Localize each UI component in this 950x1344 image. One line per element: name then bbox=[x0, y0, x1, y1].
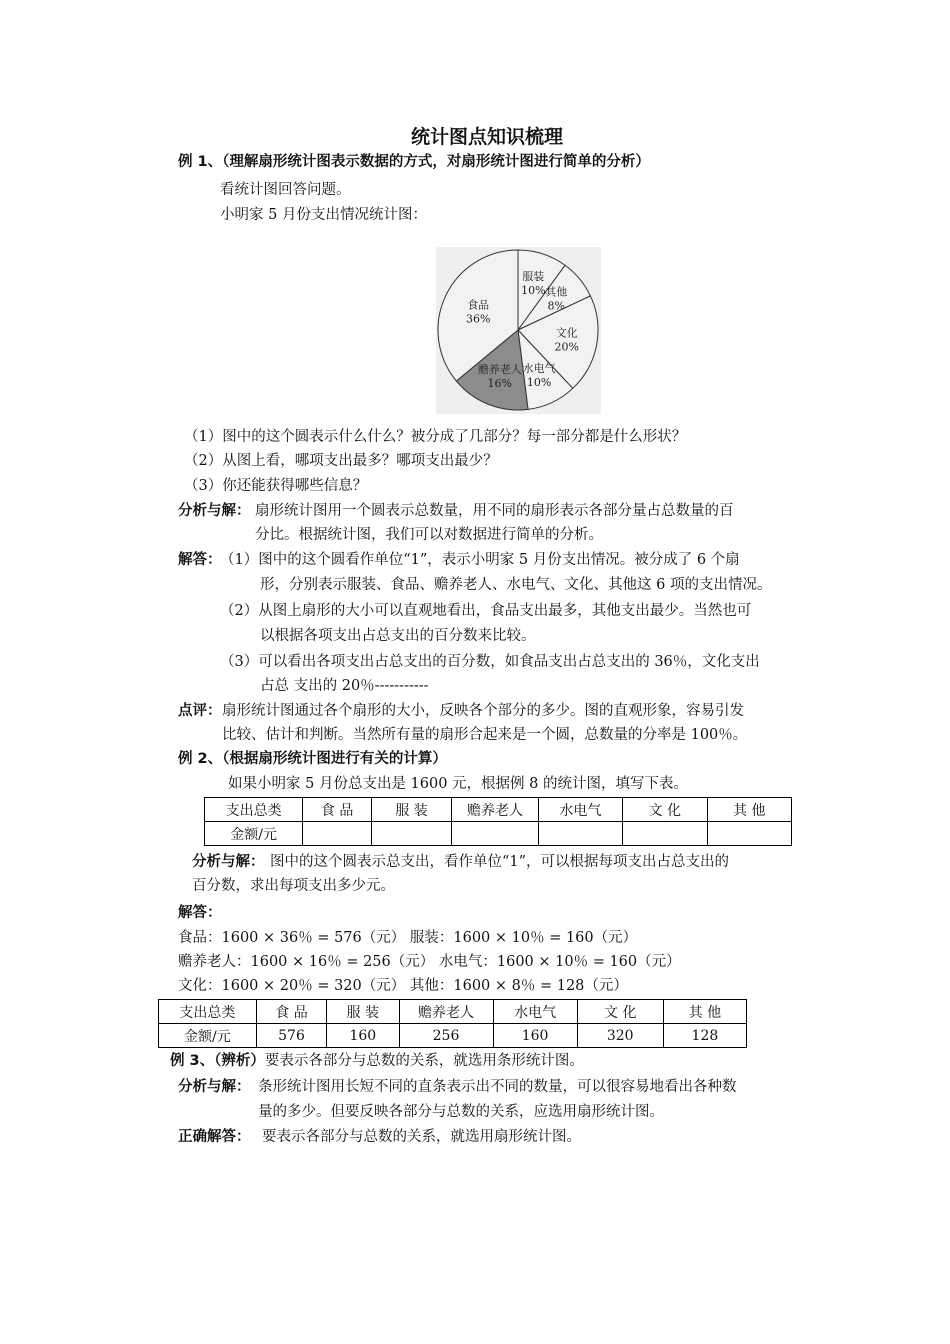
pie-chart-svg bbox=[436, 247, 601, 414]
pie-value-elder-support: 16% bbox=[487, 377, 512, 391]
ex3-heading-bold: 例 3、（辨析） bbox=[170, 1053, 265, 1069]
answer-3-line2: 占总 支出的 20％----------- bbox=[260, 678, 429, 694]
table-header-cell: 食 品 bbox=[256, 1000, 326, 1024]
ex2-intro: 如果小明家 5 月份总支出是 1600 元，根据例 8 的统计图，填写下表。 bbox=[228, 776, 689, 792]
ex2-answer-label: 解答： bbox=[178, 905, 222, 921]
table-row bbox=[159, 1024, 747, 1048]
table-header-cell: 水电气 bbox=[538, 798, 622, 822]
table-header-cell: 文 化 bbox=[577, 1000, 663, 1024]
ex1-answer-label: 解答： bbox=[178, 552, 222, 568]
table-header-cell: 水电气 bbox=[493, 1000, 577, 1024]
pie-label-clothing: 服装 bbox=[522, 269, 545, 283]
answer-1-line2: 形，分别表示服装、食品、赡养老人、水电气、文化、其他这 6 项的支出情况。 bbox=[260, 577, 772, 593]
ex1-analysis-line1: 扇形统计图用一个圆表示总数量，用不同的扇形表示各部分量占总数量的百 bbox=[255, 503, 734, 519]
ex1-heading: 例 1、（理解扇形统计图表示数据的方式，对扇形统计图进行简单的分析） bbox=[178, 154, 650, 170]
ex2-heading: 例 2、（根据扇形统计图进行有关的计算） bbox=[178, 751, 447, 767]
page-title: 统计图点知识梳理 bbox=[411, 126, 564, 148]
table-header-cell: 文 化 bbox=[623, 798, 707, 822]
table-cell: 160 bbox=[493, 1024, 577, 1048]
table-header-cell: 服 装 bbox=[371, 798, 451, 822]
pie-label-culture: 文化 bbox=[555, 326, 578, 340]
table-header-cell: 其 他 bbox=[663, 1000, 746, 1024]
table-row-label: 金额/元 bbox=[159, 1024, 257, 1048]
ex2-blank-table bbox=[204, 797, 792, 846]
ex1-analysis-label: 分析与解： bbox=[178, 503, 251, 519]
ex1-comment-label: 点评： bbox=[178, 703, 222, 719]
question-3: （3）你还能获得哪些信息？ bbox=[184, 478, 368, 494]
table-header-cell: 赡养老人 bbox=[452, 798, 538, 822]
ex2-result-table bbox=[158, 999, 747, 1048]
table-header-cell: 支出总类 bbox=[205, 798, 303, 822]
answer-3-line1: （3）可以看出各项支出占总支出的百分数，如食品支出占总支出的 36％，文化支出 bbox=[220, 654, 760, 670]
calc-line-2: 赡养老人：1600 × 16％ = 256（元） 水电气：1600 × 10％ = 160（元） bbox=[178, 954, 681, 970]
calc-line-3: 文化：1600 × 20％ = 320（元） 其他：1600 × 8％ = 128（元） bbox=[178, 978, 628, 994]
table-row bbox=[205, 822, 792, 846]
ex2-analysis-line2: 百分数，求出每项支出多少元。 bbox=[192, 878, 395, 894]
ex3-heading-text: 要表示各部分与总数的关系，就选用条形统计图。 bbox=[264, 1053, 584, 1069]
ex2-analysis-label: 分析与解： bbox=[192, 854, 265, 870]
table-cell: 128 bbox=[663, 1024, 746, 1048]
table-cell: 160 bbox=[327, 1024, 399, 1048]
table-cell bbox=[303, 822, 372, 846]
table-header-cell: 支出总类 bbox=[159, 1000, 257, 1024]
table-row-label: 金额/元 bbox=[205, 822, 303, 846]
table-cell: 320 bbox=[577, 1024, 663, 1048]
ex1-comment-line1: 扇形统计图通过各个扇形的大小，反映各个部分的多少。图的直观形象，容易引发 bbox=[222, 703, 744, 719]
ex1-intro: 看统计图回答问题。 bbox=[220, 182, 351, 198]
ex1-comment-line2: 比较、估计和判断。当然所有量的扇形合起来是一个圆，总数量的分率是 100％。 bbox=[222, 727, 748, 743]
table-cell: 576 bbox=[256, 1024, 326, 1048]
ex2-analysis-line1: 图中的这个圆表示总支出，看作单位“1”，可以根据每项支出占总支出的 bbox=[270, 854, 730, 870]
ex3-correct-label: 正确解答： bbox=[178, 1129, 251, 1145]
pie-value-food: 36% bbox=[465, 312, 491, 326]
question-1: （1）图中的这个圆表示什么什么？被分成了几部分？每一部分都是什么形状？ bbox=[184, 429, 687, 445]
pie-label-utilities: 水电气 bbox=[522, 361, 556, 375]
ex1-analysis-line2: 分比。根据统计图，我们可以对数据进行简单的分析。 bbox=[255, 527, 603, 543]
ex3-analysis-line2: 量的多少。但要反映各部分与总数的关系，应选用扇形统计图。 bbox=[258, 1104, 664, 1120]
pie-value-clothing: 10% bbox=[521, 283, 546, 297]
table-cell bbox=[452, 822, 538, 846]
answer-1-line1: （1）图中的这个圆看作单位“1”，表示小明家 5 月份支出情况。被分成了 6 个扇 bbox=[220, 552, 740, 568]
table-cell bbox=[707, 822, 791, 846]
table-header-cell: 服 装 bbox=[327, 1000, 399, 1024]
pie-chart bbox=[436, 247, 601, 414]
ex3-correct-text: 要表示各部分与总数的关系，就选用扇形统计图。 bbox=[262, 1129, 581, 1145]
table-cell: 256 bbox=[399, 1024, 493, 1048]
ex3-analysis-label: 分析与解： bbox=[178, 1079, 251, 1095]
pie-value-other: 8% bbox=[547, 299, 565, 313]
table-cell bbox=[623, 822, 707, 846]
table-row bbox=[205, 798, 792, 822]
table-cell bbox=[371, 822, 451, 846]
question-2: （2）从图上看，哪项支出最多？哪项支出最少？ bbox=[184, 453, 498, 469]
table-row bbox=[159, 1000, 747, 1024]
pie-value-utilities: 10% bbox=[526, 375, 552, 389]
pie-label-elder-support: 赡养老人 bbox=[477, 363, 522, 377]
table-header-cell: 食 品 bbox=[303, 798, 372, 822]
table-header-cell: 赡养老人 bbox=[399, 1000, 493, 1024]
answer-2-line1: （2）从图上扇形的大小可以直观地看出，食品支出最多，其他支出最少。当然也可 bbox=[220, 603, 752, 619]
answer-2-line2: 以根据各项支出占总支出的百分数来比较。 bbox=[260, 628, 536, 644]
pie-label-food: 食品 bbox=[467, 298, 490, 312]
chart-caption: 小明家 5 月份支出情况统计图： bbox=[220, 207, 427, 223]
pie-label-other: 其他 bbox=[545, 285, 568, 299]
calc-line-1: 食品：1600 × 36％ = 576（元） 服装：1600 × 10％ = 160（元） bbox=[178, 930, 638, 946]
table-header-cell: 其 他 bbox=[707, 798, 791, 822]
ex3-analysis-line1: 条形统计图用长短不同的直条表示出不同的数量，可以很容易地看出各种数 bbox=[258, 1079, 737, 1095]
pie-value-culture: 20% bbox=[554, 340, 579, 354]
ex3-heading bbox=[170, 1051, 584, 1071]
table-cell bbox=[538, 822, 622, 846]
